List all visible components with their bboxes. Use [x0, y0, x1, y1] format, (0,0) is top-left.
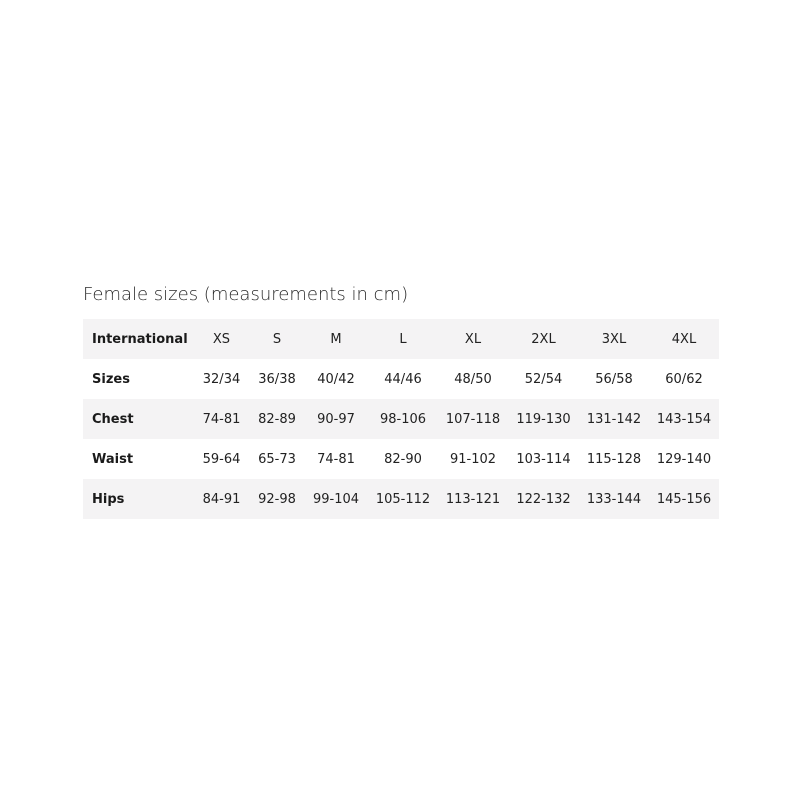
table-cell: 82-89	[250, 399, 304, 439]
table-cell: 2XL	[508, 319, 579, 359]
table-cell: 56/58	[579, 359, 649, 399]
table-row-sizes	[83, 359, 719, 399]
table-cell: 59-64	[193, 439, 250, 479]
table-cell: 113-121	[438, 479, 508, 519]
table-cell: 145-156	[649, 479, 719, 519]
table-cell: 48/50	[438, 359, 508, 399]
row-label: International	[83, 319, 193, 359]
row-label: Chest	[83, 399, 193, 439]
table-cell: 52/54	[508, 359, 579, 399]
size-chart-table	[83, 319, 719, 519]
table-cell: 122-132	[508, 479, 579, 519]
table-cell: L	[368, 319, 438, 359]
table-cell: 84-91	[193, 479, 250, 519]
table-cell: 65-73	[250, 439, 304, 479]
table-row-international	[83, 319, 719, 359]
table-cell: 4XL	[649, 319, 719, 359]
row-label: Sizes	[83, 359, 193, 399]
table-cell: 32/34	[193, 359, 250, 399]
table-cell: 115-128	[579, 439, 649, 479]
table-cell: 98-106	[368, 399, 438, 439]
row-label: Hips	[83, 479, 193, 519]
table-cell: 107-118	[438, 399, 508, 439]
table-cell: 143-154	[649, 399, 719, 439]
table-cell: 3XL	[579, 319, 649, 359]
size-chart-title: Female sizes (measurements in cm)	[83, 284, 409, 305]
table-cell: XL	[438, 319, 508, 359]
row-label: Waist	[83, 439, 193, 479]
table-cell: 74-81	[193, 399, 250, 439]
table-cell: 40/42	[304, 359, 368, 399]
table-row-chest	[83, 399, 719, 439]
table-cell: 105-112	[368, 479, 438, 519]
table-cell: 131-142	[579, 399, 649, 439]
table-cell: 129-140	[649, 439, 719, 479]
table-cell: 90-97	[304, 399, 368, 439]
table-cell: 82-90	[368, 439, 438, 479]
table-cell: 103-114	[508, 439, 579, 479]
table-cell: 91-102	[438, 439, 508, 479]
table-cell: 119-130	[508, 399, 579, 439]
table-cell: 60/62	[649, 359, 719, 399]
table-cell: S	[250, 319, 304, 359]
table-cell: XS	[193, 319, 250, 359]
table-cell: 44/46	[368, 359, 438, 399]
table-cell: 74-81	[304, 439, 368, 479]
table-cell: 92-98	[250, 479, 304, 519]
table-cell: M	[304, 319, 368, 359]
table-row-hips	[83, 479, 719, 519]
table-row-waist	[83, 439, 719, 479]
table-cell: 99-104	[304, 479, 368, 519]
table-cell: 36/38	[250, 359, 304, 399]
table-cell: 133-144	[579, 479, 649, 519]
